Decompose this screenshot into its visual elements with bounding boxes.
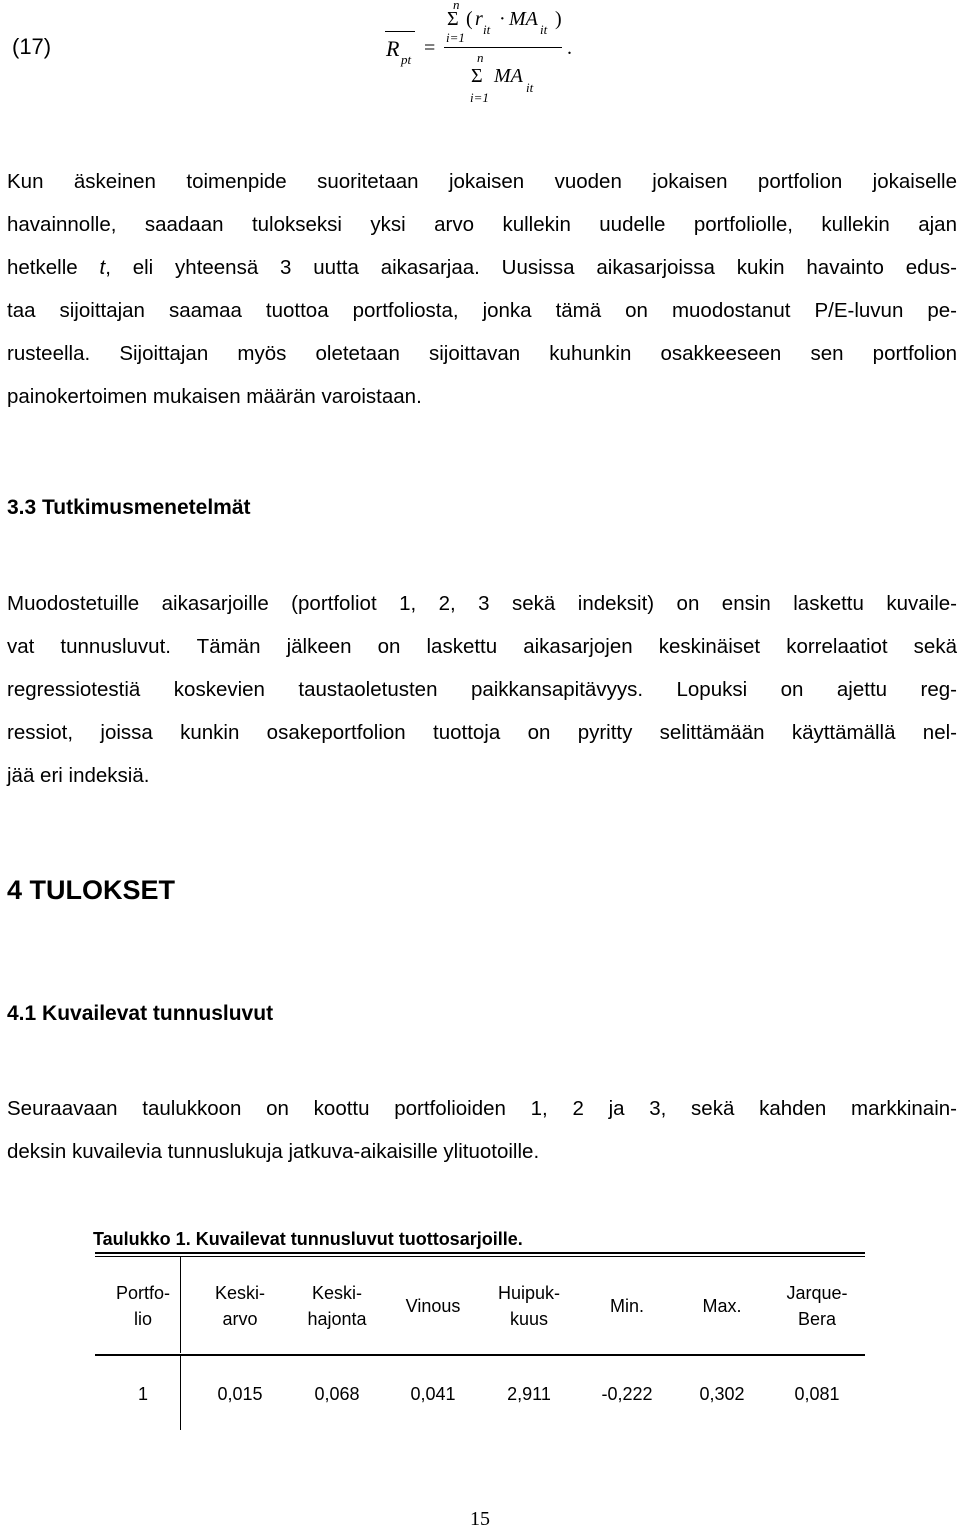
numerator-dot: · bbox=[499, 8, 506, 30]
numerator-ma: MA bbox=[509, 8, 538, 30]
table-cell: -0,222 bbox=[601, 1384, 653, 1404]
table-caption: Taulukko 1. Kuvailevat tunnusluvut tuottosarjoille. bbox=[93, 1229, 523, 1249]
paragraph-1-line-1: Kun äskeinen toimenpide suoritetaan jokaisen vuoden jokaisen portfolion jokaiselle bbox=[7, 170, 957, 193]
fraction-bar bbox=[444, 47, 562, 48]
paragraph-2-line-5: jää eri indeksiä. bbox=[7, 764, 150, 787]
paragraph-1 bbox=[7, 160, 957, 418]
paragraph-1-line-3-start: hetkelle bbox=[7, 256, 100, 279]
section-heading-4-1: 4.1 Kuvailevat tunnusluvut bbox=[7, 1002, 274, 1025]
table-header-text: Bera bbox=[797, 1309, 837, 1329]
table-cell: 0,015 bbox=[217, 1384, 263, 1404]
paragraph-3 bbox=[7, 1087, 957, 1173]
table-header-cell bbox=[406, 1293, 461, 1319]
table-header-cell bbox=[498, 1280, 560, 1332]
paragraph-1-line-6: painokertoimen mukaisen määrän varoistaan. bbox=[7, 385, 422, 408]
table-header-text: Jarque- bbox=[786, 1283, 848, 1303]
table-header-cell bbox=[610, 1293, 644, 1319]
equation-period: . bbox=[567, 37, 572, 59]
numerator-close-paren: ) bbox=[555, 8, 562, 30]
table-header-text: Keski- bbox=[311, 1283, 362, 1303]
paragraph-1-line-3-end: , eli yhteensä 3 uutta aikasarjaa. Uusissa aikasarjoissa kukin havainto edus- bbox=[105, 256, 957, 279]
paragraph-1-line-5: rusteella. Sijoittajan myös oletetaan sijoittavan kuhunkin osakkeeseen sen portfolion bbox=[7, 342, 957, 365]
equation-equals: = bbox=[424, 37, 436, 59]
paragraph-2-line-3: regressiotestiä koskevien taustaoletusten paikkansapitävyys. Lopuksi on ajettu reg- bbox=[7, 678, 957, 701]
table-header-rule bbox=[95, 1354, 865, 1356]
paragraph-2-line-2: vat tunnusluvut. Tämän jälkeen on laskettu aikasarjojen keskinäiset korrelaatiot sekä bbox=[7, 635, 957, 658]
equation-lhs-subscript: pt bbox=[401, 52, 412, 67]
table-header-cell bbox=[702, 1293, 741, 1319]
denominator-lower-limit: i=1 bbox=[470, 90, 489, 105]
denominator-upper-limit: n bbox=[477, 50, 484, 65]
paragraph-3-line-2: deksin kuvailevia tunnuslukuja jatkuva-aikaisille ylituotoille. bbox=[7, 1140, 540, 1163]
table-cell: 0,081 bbox=[794, 1384, 840, 1404]
table-header-text: Vinous bbox=[405, 1296, 461, 1316]
equation bbox=[0, 0, 960, 120]
paragraph-1-line-2: havainnolle, saadaan tulokseksi yksi arvo kullekin uudelle portfoliolle, kullekin ajan bbox=[7, 213, 957, 236]
equation-overbar bbox=[385, 31, 415, 32]
numerator-r: r bbox=[475, 8, 483, 30]
table-header-text: Portfo- bbox=[115, 1283, 171, 1303]
numerator-sum-symbol: Σ bbox=[447, 8, 459, 30]
chapter-heading-4: 4 TULOKSET bbox=[7, 875, 176, 905]
denominator-sum-symbol: Σ bbox=[471, 65, 483, 87]
paragraph-1-line-4: taa sijoittajan saamaa tuottoa portfoliosta, jonka tämä on muodostanut P/E-luvun pe- bbox=[7, 299, 957, 322]
denominator-ma: MA bbox=[494, 65, 523, 87]
equation-number: (17) bbox=[12, 34, 52, 59]
denominator-ma-subscript: it bbox=[526, 80, 534, 95]
table-cell: 2,911 bbox=[507, 1384, 551, 1404]
table-cell: 0,041 bbox=[410, 1384, 456, 1404]
paragraph-3-line-1: Seuraavaan taulukkoon on koottu portfolioiden 1, 2 ja 3, sekä kahden markkinain- bbox=[7, 1097, 957, 1120]
table-header-text: Huipuk- bbox=[497, 1283, 561, 1303]
table-column-divider-body bbox=[180, 1356, 181, 1430]
table-header-cell bbox=[215, 1280, 265, 1332]
table-top-rule bbox=[95, 1252, 865, 1254]
table-top-rule-2 bbox=[95, 1256, 865, 1257]
table-header-text: lio bbox=[133, 1309, 152, 1329]
numerator-ma-subscript: it bbox=[540, 22, 548, 37]
paragraph-2-line-4: ressiot, joissa kunkin osakeportfolion tuottoja on pyritty selittämään käyttämällä nel- bbox=[7, 721, 957, 744]
variable-t: t bbox=[99, 256, 106, 279]
page-number: 15 bbox=[470, 1508, 490, 1530]
table-header-cell bbox=[786, 1280, 847, 1332]
table-cell: 0,302 bbox=[699, 1384, 745, 1404]
equation-lhs: R bbox=[386, 36, 400, 61]
table-column-divider bbox=[180, 1257, 181, 1353]
numerator-r-subscript: it bbox=[483, 22, 491, 37]
table-header-cell bbox=[116, 1280, 170, 1332]
paragraph-1-line-3 bbox=[7, 246, 957, 289]
table-cell: 0,068 bbox=[314, 1384, 360, 1404]
table-header-text: Keski- bbox=[214, 1283, 266, 1303]
table-header-text: Max. bbox=[702, 1296, 742, 1316]
table-header-text: arvo bbox=[222, 1309, 258, 1329]
table-header-text: kuus bbox=[509, 1309, 549, 1329]
numerator-open-paren: ( bbox=[466, 8, 473, 30]
section-heading-3-3: 3.3 Tutkimusmenetelmät bbox=[7, 496, 251, 519]
table-header-cell bbox=[307, 1280, 366, 1332]
table-header-text: hajonta bbox=[307, 1309, 367, 1329]
paragraph-2 bbox=[7, 582, 957, 797]
table-cell: 1 bbox=[137, 1384, 149, 1404]
numerator-lower-limit: i=1 bbox=[446, 30, 465, 45]
table-header-text: Min. bbox=[609, 1296, 645, 1316]
paragraph-2-line-1: Muodostetuille aikasarjoille (portfoliot 1, 2, 3 sekä indeksit) on ensin laskettu kuvaile- bbox=[7, 592, 957, 615]
numerator-upper-limit: n bbox=[453, 0, 460, 12]
